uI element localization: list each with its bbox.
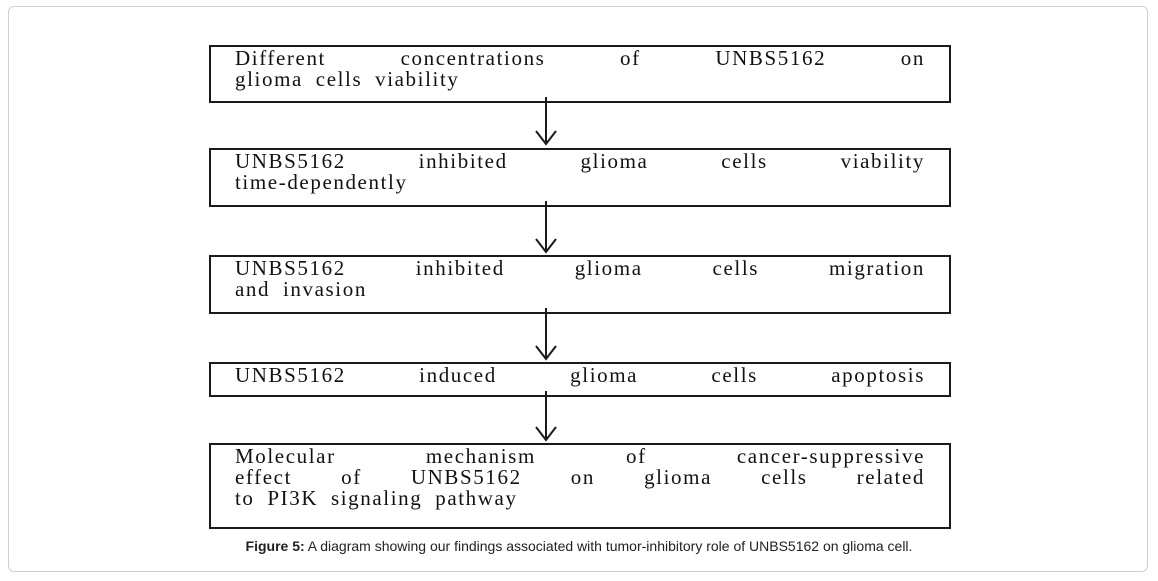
flow-step-5-line-3: to PI3K signaling pathway [235,486,518,510]
flow-step-3 [209,255,951,314]
flow-arrow-4 [533,391,559,443]
flow-step-1 [209,45,951,103]
flow-step-3-line-2: and invasion [235,277,367,301]
flow-step-5-line-2: effect of UNBS5162 on glioma cells related [235,465,925,489]
flow-arrow-3 [533,308,559,362]
flow-step-1-line-2: glioma cells viability [235,67,460,91]
flow-step-4-line-1: UNBS5162 induced glioma cells apoptosis [235,363,925,387]
flow-step-3-line-1: UNBS5162 inhibited glioma cells migration [235,256,925,280]
flow-arrow-1 [533,97,559,147]
flow-step-1-line-1: Different concentrations of UNBS5162 on [235,46,925,70]
flow-step-4 [209,362,951,397]
flow-step-2-line-1: UNBS5162 inhibited glioma cells viability [235,149,925,173]
flow-step-5 [209,443,951,529]
figure-caption [0,538,1158,554]
flow-step-5-line-1: Molecular mechanism of cancer-suppressive [235,444,925,468]
flow-arrow-2 [533,201,559,255]
flow-step-2-line-2: time-dependently [235,170,408,194]
figure-caption-text: A diagram showing our findings associated with tumor-inhibitory role of UNBS5162 on glioma cell. [304,538,913,554]
figure-caption-label: Figure 5: [245,538,305,554]
figure-frame [8,6,1148,572]
flow-step-2 [209,148,951,207]
